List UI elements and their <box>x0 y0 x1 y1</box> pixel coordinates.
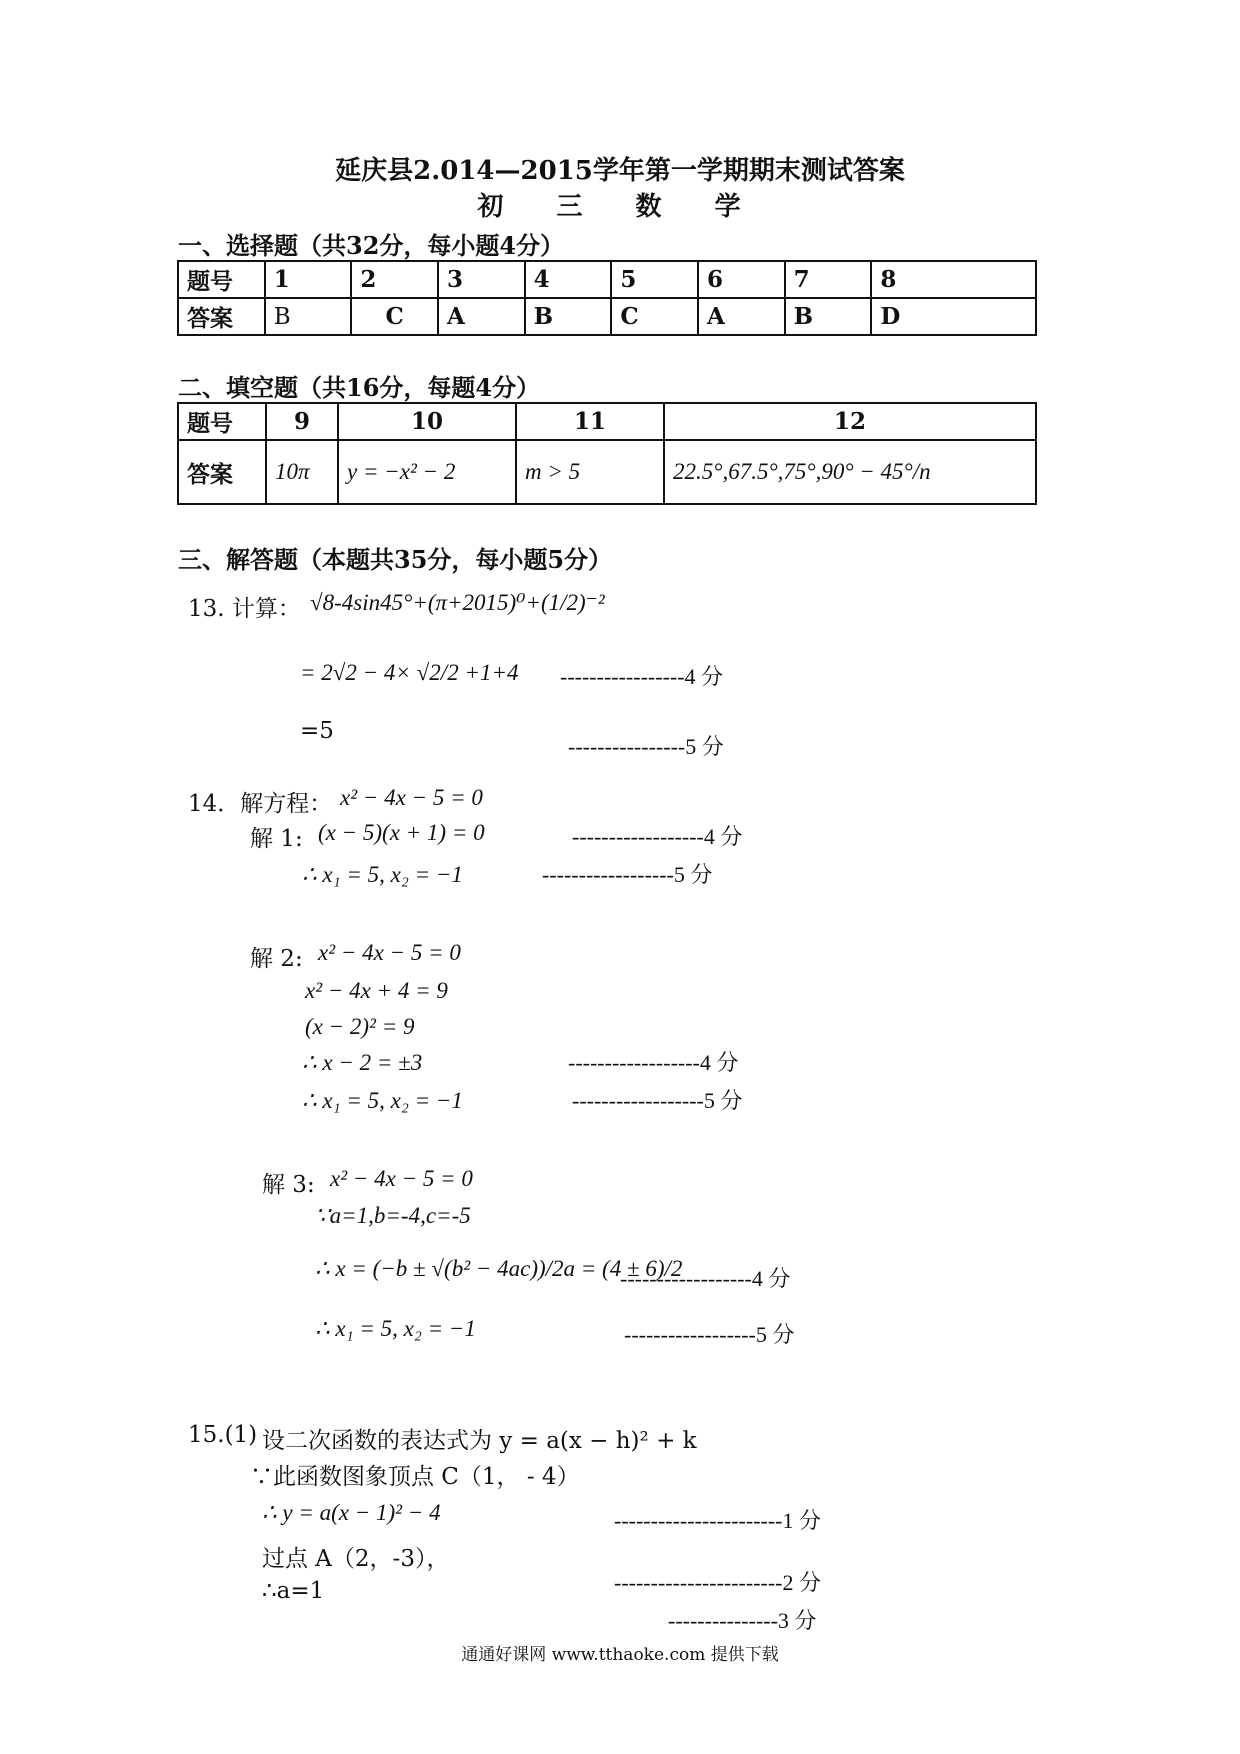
page-footer: 通通好课网 www.tthaoke.com 提供下载 <box>461 1645 779 1665</box>
q15-line6-score: ---------------3 分 <box>668 1608 817 1633</box>
choice-answer-table <box>177 260 1037 336</box>
question-number: 3 <box>438 261 525 298</box>
q14-sol2-step1: x² − 4x − 5 = 0 <box>318 940 461 965</box>
q14-sol3-step2: ∵a=1,b=-4,c=-5 <box>315 1203 471 1228</box>
q14-solution3-label: 解 3: <box>262 1172 315 1198</box>
section2-heading: 二、填空题（共16分，每题4分） <box>178 373 541 402</box>
section3-heading: 三、解答题（本题共35分，每小题5分） <box>178 545 613 574</box>
q14-equation: x² − 4x − 5 = 0 <box>340 785 483 810</box>
q15-line5-score: -----------------------2 分 <box>614 1570 822 1595</box>
question-number: 10 <box>338 403 516 440</box>
q14-sol2-step4: ∴ x − 2 = ±3 <box>302 1050 423 1075</box>
fill-blank-table <box>177 402 1037 505</box>
answer-cell: B <box>785 298 872 335</box>
table-row <box>178 403 1036 440</box>
row-label-answer: 答案 <box>178 298 265 335</box>
q13-step1: = 2√2 − 4× √2/2 +1+4 <box>300 660 519 685</box>
q14-sol3-step1: x² − 4x − 5 = 0 <box>330 1166 473 1191</box>
q14-sol2-step5-score: ------------------5 分 <box>572 1088 743 1113</box>
q13-step1-score: -----------------4 分 <box>560 664 724 689</box>
table-row <box>178 261 1036 298</box>
answer-cell: m > 5 <box>516 440 664 504</box>
q14-sol3-step3: ∴ x = (−b ± √(b² − 4ac))/2a = (4 ± 6)/2 <box>315 1256 683 1281</box>
q15-line5: ∴a=1 <box>262 1578 325 1604</box>
q14-sol2-step5: ∴ x₁ = 5, x₂ = −1 <box>302 1088 463 1113</box>
q15-line1: 设二次函数的表达式为 y = a(x − h)² + k <box>262 1428 697 1454</box>
q13-expression: √8-4sin45°+(π+2015)⁰+(1/2)⁻² <box>310 590 605 615</box>
answer-cell: A <box>438 298 525 335</box>
row-label-question: 题号 <box>178 261 265 298</box>
q14-sol1-step2: ∴ x₁ = 5, x₂ = −1 <box>302 862 463 887</box>
table-row <box>178 298 1036 335</box>
q15-line4: 过点 A（2，-3）， <box>262 1546 450 1572</box>
section1-heading: 一、选择题（共32分，每小题4分） <box>178 231 565 260</box>
q14-sol3-step4-score: ------------------5 分 <box>624 1322 795 1347</box>
question-number: 5 <box>611 261 698 298</box>
answer-cell: C <box>351 298 438 335</box>
question-number: 11 <box>516 403 664 440</box>
question-number: 7 <box>785 261 872 298</box>
q14-sol1-step1: (x − 5)(x + 1) = 0 <box>318 820 485 845</box>
q15-line2: ∵此函数图象顶点 C（1， - 4） <box>250 1464 580 1490</box>
q14-solution1-label: 解 1: <box>250 826 303 852</box>
q14-sol3-step4: ∴ x₁ = 5, x₂ = −1 <box>315 1316 476 1341</box>
q13-step2-score: ----------------5 分 <box>568 734 724 759</box>
question-number: 6 <box>698 261 785 298</box>
q14-sol3-step3-score: ------------------4 分 <box>620 1266 791 1291</box>
answer-cell: A <box>698 298 785 335</box>
q15-line3: ∴ y = a(x − 1)² − 4 <box>262 1500 441 1525</box>
q14-sol2-step4-score: ------------------4 分 <box>568 1050 739 1075</box>
q14-sol1-step1-score: ------------------4 分 <box>572 824 743 849</box>
row-label-question: 题号 <box>178 403 266 440</box>
q14-label: 14．解方程： <box>188 791 333 817</box>
question-number: 2 <box>351 261 438 298</box>
page-subtitle: 初 三 数 学 <box>477 192 763 222</box>
answer-cell: 10π <box>266 440 338 504</box>
q15-line3-score: -----------------------1 分 <box>614 1508 822 1533</box>
q13-label: 13. 计算： <box>188 596 301 622</box>
table-row <box>178 440 1036 504</box>
question-number: 12 <box>664 403 1036 440</box>
question-number: 9 <box>266 403 338 440</box>
q13-step2: =5 <box>300 718 334 744</box>
answer-cell: B <box>525 298 612 335</box>
q14-solution2-label: 解 2: <box>250 946 303 972</box>
answer-cell: 22.5°,67.5°,75°,90° − 45°/n <box>664 440 1036 504</box>
question-number: 1 <box>265 261 352 298</box>
page-title: 延庆县2.014—2015学年第一学期期末测试答案 <box>335 156 905 186</box>
question-number: 8 <box>871 261 1036 298</box>
q14-sol2-step2: x² − 4x + 4 = 9 <box>305 978 448 1003</box>
answer-cell: B <box>265 298 352 335</box>
question-number: 4 <box>525 261 612 298</box>
q14-sol1-step2-score: ------------------5 分 <box>542 862 713 887</box>
answer-cell: C <box>611 298 698 335</box>
answer-cell: D <box>871 298 1036 335</box>
q15-label: 15.(1) <box>188 1422 258 1448</box>
row-label-answer: 答案 <box>178 440 266 504</box>
q14-sol2-step3: (x − 2)² = 9 <box>305 1014 415 1039</box>
answer-cell: y = −x² − 2 <box>338 440 516 504</box>
